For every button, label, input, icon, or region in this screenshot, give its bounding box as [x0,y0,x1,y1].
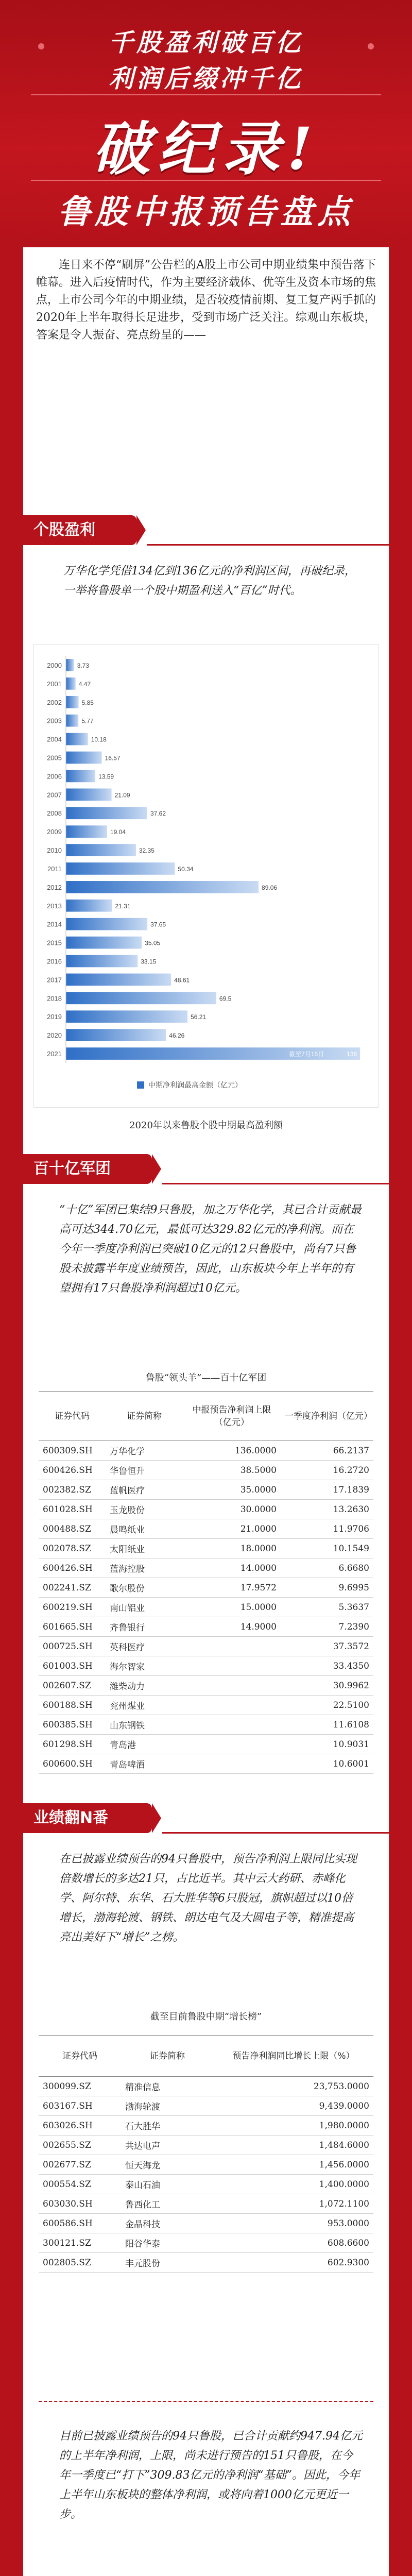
tick-label: 2000 [47,661,62,669]
tick-label: 2017 [47,976,62,984]
annotation: 截至7月15日 [289,1050,324,1058]
bar [66,1029,166,1041]
growth-table [39,2035,373,2273]
bar [66,659,74,671]
bar [66,733,88,745]
table-cell: 9.6995 [281,1578,373,1598]
table-cell: 35.0000 [183,1480,281,1500]
section-rule [147,544,389,546]
tick-label: 2010 [47,846,62,855]
table-cell: 603167.SH [39,2096,121,2116]
table-cell: 30.0000 [183,1500,281,1519]
table-cell: 002241.SZ [39,1578,106,1598]
bar [66,918,147,930]
table-cell: 南山铝业 [106,1598,183,1617]
table-cell: 歌尔股份 [106,1578,183,1598]
table-cell: 青岛啤酒 [106,1754,183,1774]
closing-divider [39,2401,373,2402]
data-label: 19.04 [110,828,126,836]
bar [66,807,147,819]
chart-caption: 2020年以来鲁股个股中期最高盈利额 [129,1120,283,1131]
bar [66,825,107,838]
table-cell: 16.2720 [281,1461,373,1480]
table-cell: 000725.SH [39,1637,106,1656]
data-label: 10.18 [91,736,107,743]
tick-label: 2013 [47,902,62,910]
table-cell: 万华化学 [106,1441,183,1461]
table-cell: 兖州煤业 [106,1696,183,1715]
hero-line-1: 千股盈利破百亿 [108,28,303,57]
data-label: 136 [347,1050,357,1058]
table-row [39,2214,373,2233]
column-header: 证券代码 [39,1392,106,1441]
table-cell: 共达电声 [121,2136,214,2155]
bar [66,715,78,727]
section-tag-growth: 业绩翻N番 [23,1803,152,1833]
profit-bar-chart [34,645,379,1108]
table-row [39,2175,373,2194]
tick-label: 2007 [47,791,62,799]
table-row [39,2096,373,2116]
table-row [39,1519,373,1539]
column-header: 一季度净利润（亿元） [281,1392,373,1441]
table-cell: 7.2390 [281,1617,373,1637]
data-label: 13.59 [98,773,114,781]
table-cell: 晨鸣纸业 [106,1519,183,1539]
table-cell: 953.0000 [214,2214,373,2233]
tick-label: 2006 [47,772,62,781]
table-cell: 002078.SZ [39,1539,106,1558]
column-header: 证券简称 [106,1392,183,1441]
table-cell: 蓝海控股 [106,1558,183,1578]
table-cell: 海尔智家 [106,1656,183,1676]
table-row [39,1754,373,1774]
table-row [39,2136,373,2155]
table-cell: 603026.SH [39,2116,121,2136]
tick-label: 2001 [47,680,62,688]
tick-label: 2004 [47,735,62,743]
column-header: 证券代码 [39,2036,121,2077]
table-cell: 18.0000 [183,1539,281,1558]
tick-label: 2021 [47,1050,62,1058]
table-row [39,2194,373,2214]
table-row [39,1715,373,1735]
data-label: 50.34 [178,865,194,873]
table-row [39,2155,373,2175]
data-label: 46.26 [169,1032,185,1040]
table-cell: 000554.SZ [39,2175,121,2194]
data-label: 89.06 [262,884,278,891]
table-cell: 002677.SZ [39,2155,121,2175]
table-cell: 600600.SH [39,1754,106,1774]
table-cell: 山东钢铁 [106,1715,183,1735]
tick-label: 2002 [47,698,62,706]
table-cell: 600426.SH [39,1558,106,1578]
section-tag-army: 百十亿军团 [23,1154,152,1184]
tick-label: 2015 [47,939,62,947]
table-cell: 000488.SZ [39,1519,106,1539]
table-cell: 601003.SH [39,1656,106,1676]
data-label: 21.09 [114,791,130,799]
bar [66,937,142,949]
closing-text: 目前已披露业绩预告的94只鲁股，已合计贡献约947.94亿元的上半年净利润，上限，尚未进行预告的151只鲁股，在今年一季度已“打下”309.83亿元的净利润“基础”。因此，今年上半年山东板块的整体净利润，或将向着1000亿元更近一步。 [59,2430,363,2521]
data-label: 69.5 [219,995,232,1003]
hero-banner [0,0,412,247]
legend-label: 中期净利润最高金额（亿元） [148,1081,242,1089]
table-cell: 鲁西化工 [121,2194,214,2214]
table-cell: 600188.SH [39,1696,106,1715]
table-row [39,1637,373,1656]
table-cell: 精准信息 [121,2077,214,2096]
table-cell: 38.5000 [183,1461,281,1480]
table-cell: 136.0000 [183,1441,281,1461]
table2-title: 截至目前鲁股中期“增长榜” [150,2011,262,2022]
table-cell [183,1754,281,1774]
table-cell: 002655.SZ [39,2136,121,2155]
section-army-text: “十亿”军团已集结9只鲁股，加之万华化学，其已合计贡献最高可达344.70亿元，最低可达329.82亿元的净利润。而在今年一季度净利润已突破10亿元的12只鲁股中，尚有7只鲁股未披露半年度业绩预告，因此，山东板块今年上半年的有望拥有17只鲁股净利润超过10亿元。 [59,1204,362,1295]
table-cell [183,1696,281,1715]
table-row [39,1480,373,1500]
data-label: 3.73 [77,662,90,669]
table-row [39,1598,373,1617]
table-cell: 002805.SZ [39,2253,121,2273]
table-row [39,1441,373,1461]
tick-label: 2020 [47,1031,62,1040]
table-cell: 22.5100 [281,1696,373,1715]
table-cell: 14.0000 [183,1558,281,1578]
tick-label: 2014 [47,920,62,928]
tick-label: 2005 [47,754,62,762]
table-cell: 17.9572 [183,1578,281,1598]
table-cell: 10.9031 [281,1735,373,1754]
tick-label: 2008 [47,809,62,818]
data-label: 33.15 [141,958,157,965]
tick-label: 2003 [47,717,62,725]
table-row [39,2077,373,2096]
table-cell: 002382.SZ [39,1480,106,1500]
table-cell: 17.1839 [281,1480,373,1500]
bar [66,881,259,893]
table-cell: 泰山石油 [121,2175,214,2194]
table-cell: 14.9000 [183,1617,281,1637]
data-label: 56.21 [191,1013,207,1021]
data-label: 5.85 [81,699,94,706]
bar [66,862,175,875]
bar [66,900,112,912]
table-cell: 66.2137 [281,1441,373,1461]
table-cell: 603030.SH [39,2194,121,2214]
table-cell: 丰元股份 [121,2253,214,2273]
table-cell [183,1735,281,1754]
tick-label: 2011 [47,865,62,873]
section-growth-text: 在已披露业绩预告的94只鲁股中，预告净利润上限同比实现倍数增长的多达21只，占比近半。其中云大药研、赤峰化学、阿尔特、东华、石大胜华等6只股冠，旗帜超过以10倍增长，渤海轮渡、钢铁、朗达电气及大圆电子等，精准提高亮出美好下“增长”之榜。 [59,1853,357,1944]
table-cell: 蓝帆医疗 [106,1480,183,1500]
table-cell: 300121.SZ [39,2233,121,2253]
army-table [39,1391,373,1774]
section-rule [162,1832,389,1834]
table-cell: 37.3572 [281,1637,373,1656]
table-cell: 1,980.0000 [214,2116,373,2136]
table1-title: 鲁股“领头羊”——百十亿军团 [145,1372,267,1383]
data-label: 37.62 [150,810,166,818]
table-row [39,1735,373,1754]
bar [66,974,171,986]
table-cell: 11.6108 [281,1715,373,1735]
table-cell: 300099.SZ [39,2077,121,2096]
tick-label: 2012 [47,883,62,891]
table-cell: 600586.SH [39,2214,121,2233]
legend-swatch [137,1081,144,1089]
profit-chart [33,644,379,1108]
article-body [23,247,389,2576]
table-cell [183,1637,281,1656]
bar [66,788,112,801]
table-row [39,1676,373,1696]
table-cell: 002607.SZ [39,1676,106,1696]
hero-line-2: 利润后缀冲千亿 [108,64,303,93]
table-cell: 21.0000 [183,1519,281,1539]
table-cell: 金晶科技 [121,2214,214,2233]
bar [66,844,136,856]
data-label: 37.65 [150,921,166,928]
data-label: 32.35 [139,847,154,855]
table-cell: 600219.SH [39,1598,106,1617]
table-row [39,1617,373,1637]
table-header-row [39,2036,373,2077]
data-label: 48.61 [174,976,190,984]
table-cell: 601665.SH [39,1617,106,1637]
table-cell: 10.1549 [281,1539,373,1558]
table-row [39,1656,373,1676]
table-cell: 608.6600 [214,2233,373,2253]
section-profit-text: 万华化学凭借134亿到136亿元的净利润区间，再破纪录，一举将鲁股单一个股中期盈利送入“百亿”时代。 [63,565,356,597]
table-row [39,1558,373,1578]
table-row [39,1500,373,1519]
table-cell: 齐鲁银行 [106,1617,183,1637]
table-cell [183,1676,281,1696]
table-cell: 青岛港 [106,1735,183,1754]
table-cell: 11.9706 [281,1519,373,1539]
bar [66,992,216,1004]
table-cell: 5.3637 [281,1598,373,1617]
data-label: 35.05 [145,939,161,947]
table-row [39,2253,373,2273]
table-cell: 1,484.6000 [214,2136,373,2155]
subheadline: 鲁股中报预告盘点 [58,193,354,231]
table-cell: 9,439.0000 [214,2096,373,2116]
headline: 破纪录! [92,115,320,183]
table-cell: 玉龙股份 [106,1500,183,1519]
table-cell: 1,072.1100 [214,2194,373,2214]
table-cell: 15.0000 [183,1598,281,1617]
table-cell: 阳谷华泰 [121,2233,214,2253]
bar [66,955,138,968]
tick-label: 2009 [47,828,62,836]
table-cell: 1,400.0000 [214,2175,373,2194]
table-cell: 600309.SH [39,1441,106,1461]
table-cell: 潍柴动力 [106,1676,183,1696]
table-row [39,2116,373,2136]
bar [66,696,79,708]
table-row [39,1539,373,1558]
table-cell: 23,753.0000 [214,2077,373,2096]
bar [66,752,102,764]
table-cell: 恒天海龙 [121,2155,214,2175]
table-cell: 1,456.0000 [214,2155,373,2175]
table-cell: 华鲁恒升 [106,1461,183,1480]
table-cell: 601028.SH [39,1500,106,1519]
intro-paragraph: 连日来不停“刷屏”公告栏的A股上市公司中期业绩集中预告落下帷幕。进入后疫情时代，作为主要经济载体、优等生及资本市场的焦点，上市公司今年的中期业绩，是否较疫情前期、复工复产两手抓的2020年上半年取得长足进步，受到市场广泛关注。综观山东板块，答案是令人振奋、亮点纷呈的—— [36,259,376,342]
bar [66,677,76,690]
table-cell: 600385.SH [39,1715,106,1735]
table-row [39,1578,373,1598]
table-cell: 602.9300 [214,2253,373,2273]
data-label: 21.31 [115,902,131,910]
table-header-row [39,1392,373,1441]
data-label: 16.57 [105,754,121,762]
section-rule [162,1183,389,1184]
table-cell: 10.6001 [281,1754,373,1774]
table-cell: 石大胜华 [121,2116,214,2136]
column-header: 证券简称 [121,2036,214,2077]
table-row [39,2233,373,2253]
column-header: 预告净利润同比增长上限（%） [214,2036,373,2077]
bar [66,1010,187,1023]
table-cell: 30.9962 [281,1676,373,1696]
tick-label: 2016 [47,957,62,965]
tick-label: 2019 [47,1013,62,1021]
tick-label: 2018 [47,994,62,1003]
table-cell: 13.2630 [281,1500,373,1519]
table-cell [183,1715,281,1735]
table-cell [183,1656,281,1676]
section-tag-profit: 个股盈利 [23,515,136,545]
table-cell: 601298.SH [39,1735,106,1754]
table-cell: 33.4350 [281,1656,373,1676]
data-label: 5.77 [81,717,94,725]
table-row [39,1696,373,1715]
column-header: 中报预告净利润上限（亿元） [183,1392,281,1441]
table-cell: 6.6680 [281,1558,373,1578]
table-cell: 太阳纸业 [106,1539,183,1558]
data-label: 4.47 [78,680,91,688]
table-cell: 600426.SH [39,1461,106,1480]
table-row [39,1461,373,1480]
table-cell: 渤海轮渡 [121,2096,214,2116]
bar [66,770,95,783]
table-cell: 英科医疗 [106,1637,183,1656]
